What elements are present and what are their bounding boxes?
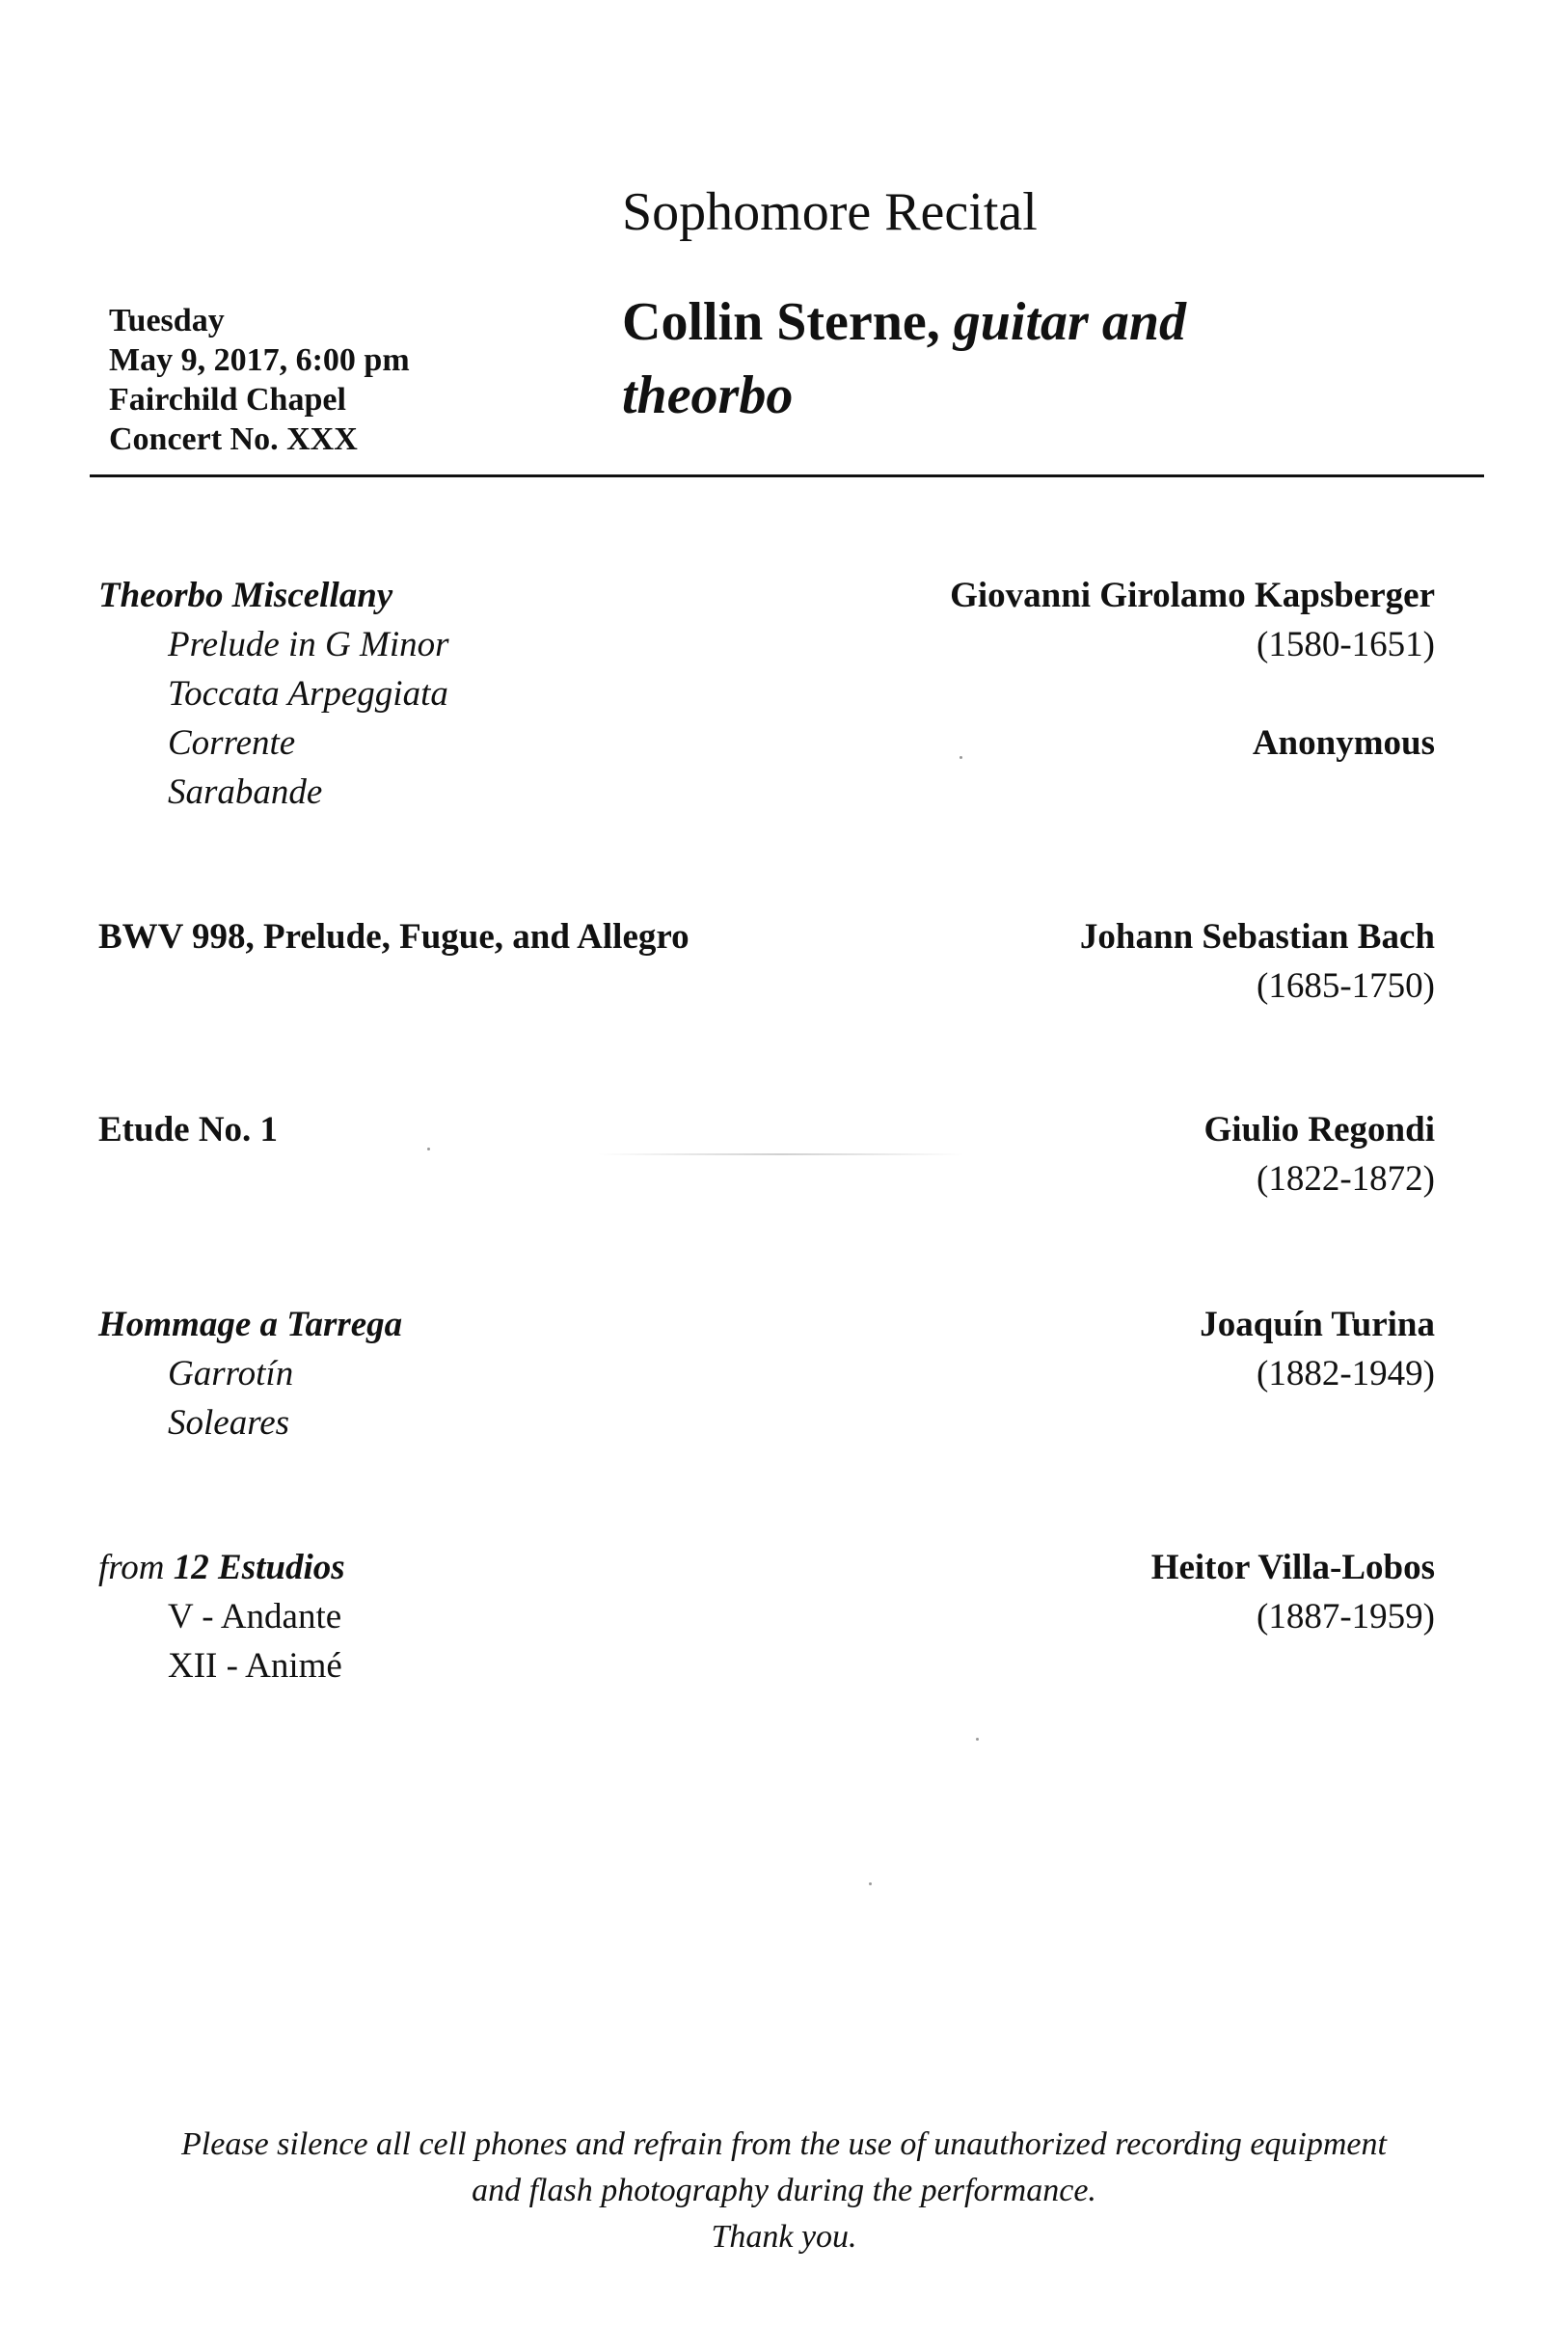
work-title-prefix: from	[98, 1548, 165, 1587]
program-item-etude-no-1	[98, 1105, 278, 1154]
program-item-12-estudios	[98, 1543, 345, 1690]
movement: Soleares	[168, 1403, 290, 1443]
scan-speck	[427, 1148, 430, 1150]
event-venue: Fairchild Chapel	[109, 382, 346, 418]
concert-number: Concert No. XXX	[109, 421, 358, 457]
work-title: Hommage a Tarrega	[98, 1305, 403, 1344]
movement: Toccata Arpeggiata	[168, 674, 448, 714]
composer-dates: (1822-1872)	[1257, 1159, 1435, 1199]
composer-name: Anonymous	[1252, 723, 1435, 763]
performer-name: Collin Sterne,	[622, 292, 940, 352]
notice-line: Please silence all cell phones and refrain from the use of unauthorized recording equipment	[181, 2126, 1387, 2162]
scan-speck	[869, 1882, 872, 1885]
composer-dates: (1882-1949)	[1257, 1354, 1435, 1393]
work-title: BWV 998, Prelude, Fugue, and Allegro	[98, 917, 689, 957]
work-title	[98, 1543, 345, 1592]
composer-block-regondi	[1203, 1105, 1435, 1204]
composer-name: Johann Sebastian Bach	[1079, 917, 1435, 957]
program-item-hommage-a-tarrega	[98, 1300, 402, 1447]
movement: XII - Animé	[168, 1646, 342, 1686]
composer-block-turina	[1200, 1300, 1435, 1398]
composer-name: Heitor Villa-Lobos	[1150, 1548, 1435, 1587]
performer-heading	[622, 285, 1355, 432]
work-title-text: 12 Estudios	[173, 1548, 345, 1587]
composer-dates: (1685-1750)	[1257, 966, 1435, 1006]
composer-name: Joaquín Turina	[1200, 1305, 1435, 1344]
notice-line: and flash photography during the performance.	[472, 2173, 1096, 2208]
work-title: Etude No. 1	[98, 1110, 279, 1149]
performer-instruments: guitar and theorbo	[622, 292, 1186, 425]
header-divider	[90, 474, 1484, 477]
movement: Corrente	[168, 723, 296, 763]
movement: Prelude in G Minor	[168, 625, 449, 664]
event-info	[109, 301, 410, 459]
scan-speck	[976, 1738, 979, 1741]
composer-block-bach	[1080, 912, 1435, 1011]
notice-thank-you: Thank you.	[711, 2219, 857, 2255]
movement: Garrotín	[168, 1354, 294, 1393]
composer-block-anonymous	[1253, 718, 1435, 768]
work-title: Theorbo Miscellany	[98, 576, 393, 615]
program-item-bwv-998	[98, 912, 689, 961]
scan-smudge	[598, 1153, 964, 1155]
movement: V - Andante	[168, 1597, 342, 1636]
scan-speck	[960, 756, 962, 759]
composer-block-villa-lobos	[1151, 1543, 1435, 1641]
composer-block-kapsberger	[950, 571, 1435, 669]
composer-dates: (1887-1959)	[1257, 1597, 1435, 1636]
composer-dates: (1580-1651)	[1257, 625, 1435, 664]
composer-name: Giovanni Girolamo Kapsberger	[950, 576, 1435, 615]
audience-notice	[0, 2122, 1568, 2260]
program-item-theorbo-miscellany	[98, 571, 449, 817]
composer-name: Giulio Regondi	[1203, 1110, 1435, 1149]
event-day: Tuesday	[109, 303, 225, 338]
movement: Sarabande	[168, 772, 323, 812]
recital-title: Sophomore Recital	[622, 182, 1038, 242]
event-date-time: May 9, 2017, 6:00 pm	[109, 342, 410, 378]
